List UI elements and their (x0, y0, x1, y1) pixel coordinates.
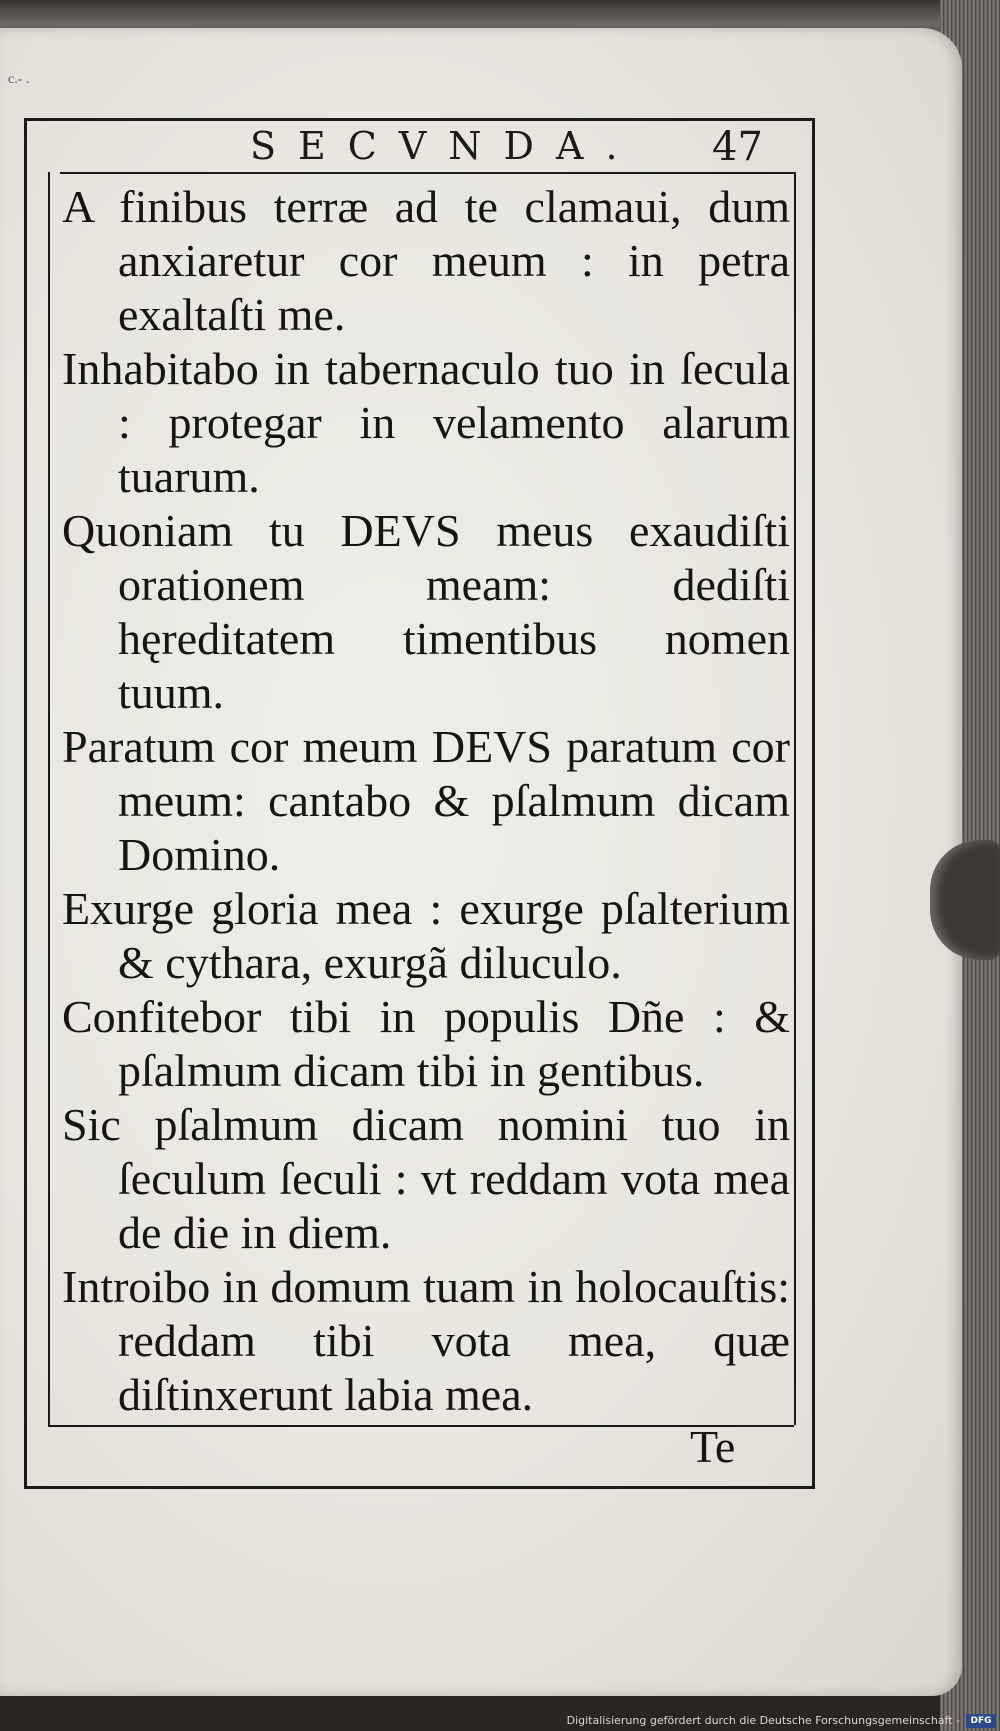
running-head: SECVNDA. (250, 124, 640, 168)
verse: Inhabitabo in tabernaculo tuo in ſecula : protegar in velamento alarum tuarum. (62, 343, 790, 502)
digitization-credit: Digitalisierung gefördert durch die Deutsche Forschungsgemeinschaft - (566, 1714, 960, 1727)
page-number: 47 (712, 124, 763, 170)
dfg-logo: DFG (966, 1714, 996, 1728)
verse: Sic pſalmum dicam nomini tuo in ſeculum ſeculi : vt reddam vota mea de die in diem. (62, 1099, 790, 1258)
foot-rule (48, 1425, 794, 1427)
verse: Introibo in domum tuam in holocauſtis: reddam tibi vota mea, quæ diſtinxerunt labia mea. (62, 1261, 790, 1420)
verse: Exurge gloria mea : exurge pſalterium & cythara, exurgã diluculo. (62, 883, 790, 988)
psalm-text (62, 180, 790, 1422)
catchword: Te (690, 1421, 736, 1472)
verse: Paratum cor meum DEVS paratum cor meum: cantabo & pſalmum dicam Domino. (62, 721, 790, 880)
head-rule (60, 172, 794, 174)
verse: A finibus terræ ad te clamaui, dum anxiaretur cor meum : in petra exaltaſti me. (62, 181, 790, 340)
verse: Quoniam tu DEVS meus exaudiſti orationem meam: dediſti hęreditatem timentibus nomen tuum. (62, 505, 790, 718)
verse: Confitebor tibi in populis Dñe : & pſalmum dicam tibi in gentibus. (62, 991, 790, 1096)
margin-note: c.- . (8, 72, 30, 87)
